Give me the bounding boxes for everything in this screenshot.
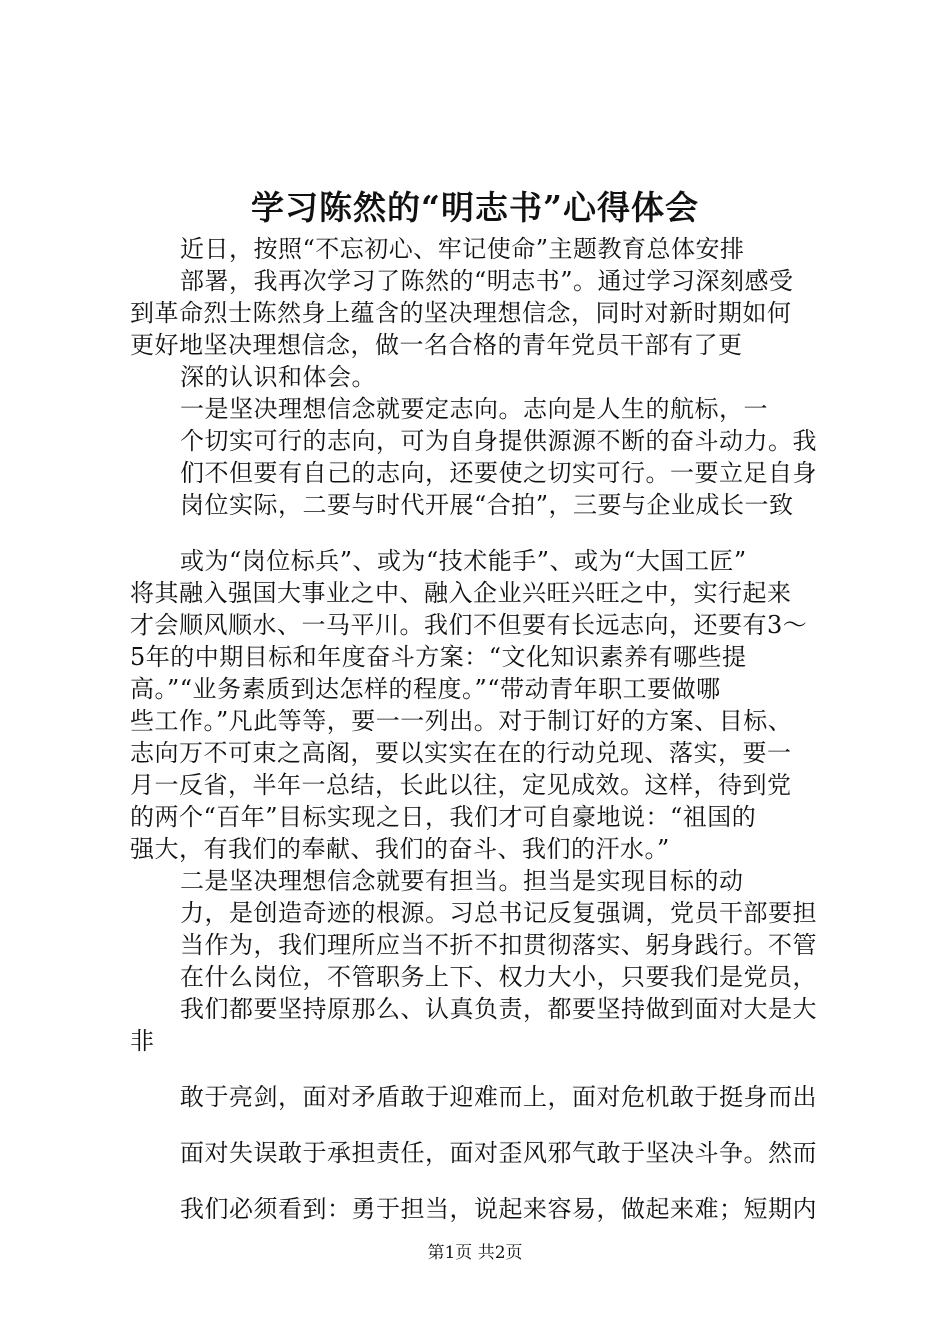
text-line: 敢于亮剑，面对矛盾敢于迎难而上，面对危机敢于挺身而出 <box>180 1083 817 1111</box>
text-line: 或为“岗位标兵”、或为“技术能手”、或为“大国工匠” <box>180 547 747 575</box>
text-line: 一是坚决理想信念就要定志向。志向是人生的航标，一 <box>180 395 768 423</box>
text-line: 们不但要有自己的志向，还要使之切实可行。一要立足自身 <box>180 459 817 487</box>
text-line: 岗位实际，二要与时代开展“合拍”，三要与企业成长一致 <box>180 491 794 519</box>
page-title: 学习陈然的“明志书”心得体会 <box>251 188 699 227</box>
text-line: 到革命烈士陈然身上蕴含的坚决理想信念，同时对新时期如何 <box>130 299 792 327</box>
text-line: 深的认识和体会。 <box>180 363 376 391</box>
text-line: 非 <box>130 1027 155 1055</box>
text-line: 5年的中期目标和年度奋斗方案：“文化知识素养有哪些提 <box>130 643 747 671</box>
text-line: 部署，我再次学习了陈然的“明志书”。通过学习深刻感受 <box>180 267 794 295</box>
text-line: 我们都要坚持原那么、认真负责，都要坚持做到面对大是大 <box>180 995 817 1023</box>
page-footer: 第1页 共2页 <box>427 1243 523 1263</box>
text-line: 我们必须看到：勇于担当，说起来容易，做起来难；短期内 <box>180 1195 817 1223</box>
text-line: 当作为，我们理所应当不折不扣贯彻落实、躬身践行。不管 <box>180 931 817 959</box>
text-line: 些工作。”凡此等等，要一一列出。对于制订好的方案、目标、 <box>130 707 793 735</box>
text-line: 的两个“百年”目标实现之日，我们才可自豪地说：“祖国的 <box>130 803 757 831</box>
text-line: 将其融入强国大事业之中、融入企业兴旺兴旺之中，实行起来 <box>130 579 792 607</box>
text-line: 才会顺风顺水、一马平川。我们不但要有长远志向，还要有3～ <box>130 611 808 639</box>
text-line: 个切实可行的志向，可为自身提供源源不断的奋斗动力。我 <box>180 427 817 455</box>
text-line: 面对失误敢于承担责任，面对歪风邪气敢于坚决斗争。然而 <box>180 1139 817 1167</box>
text-line: 在什么岗位，不管职务上下、权力大小，只要我们是党员， <box>180 963 817 991</box>
text-line: 高。”“业务素质到达怎样的程度。”“带动青年职工要做哪 <box>130 675 721 703</box>
text-line: 近日，按照“不忘初心、牢记使命”主题教育总体安排 <box>180 235 745 263</box>
text-line: 更好地坚决理想信念，做一名合格的青年党员干部有了更 <box>130 331 743 359</box>
text-line: 二是坚决理想信念就要有担当。担当是实现目标的动 <box>180 867 744 895</box>
text-line: 月一反省，半年一总结，长此以往，定见成效。这样，待到党 <box>130 771 792 799</box>
text-line: 志向万不可束之高阁，要以实实在在的行动兑现、落实，要一 <box>130 739 792 767</box>
text-line: 强大，有我们的奉献、我们的奋斗、我们的汗水。” <box>130 835 670 863</box>
text-line: 力，是创造奇迹的根源。习总书记反复强调，党员干部要担 <box>180 899 817 927</box>
